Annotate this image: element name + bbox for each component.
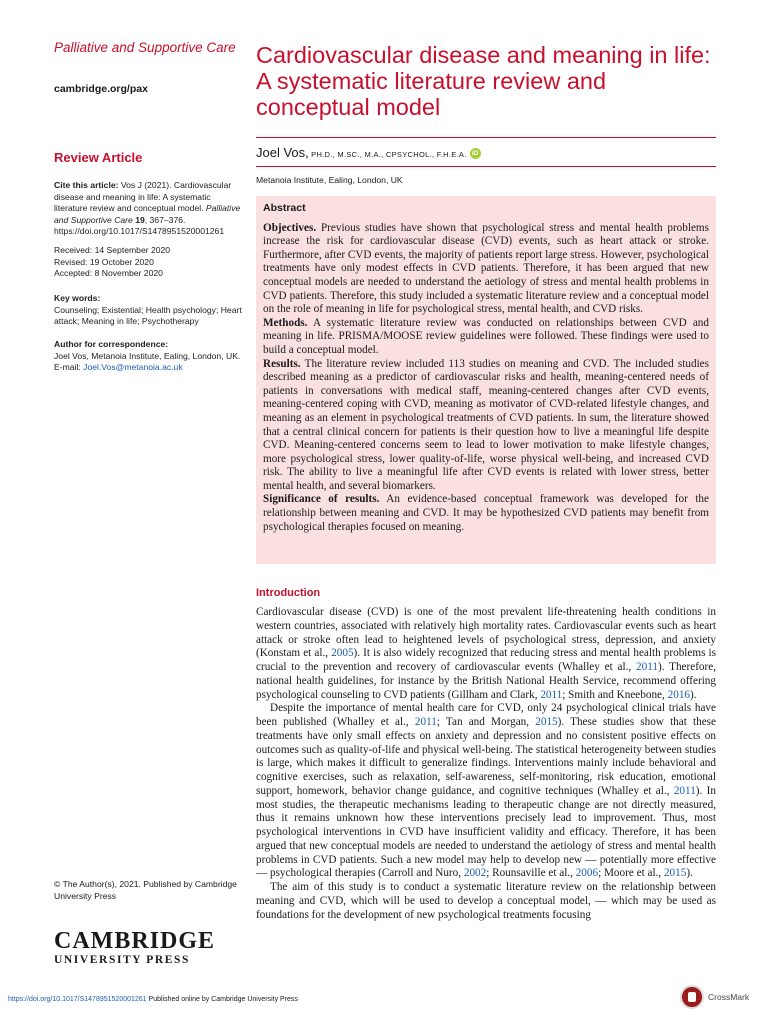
introduction-body (256, 606, 716, 922)
significance-label: Significance of results. (263, 493, 380, 506)
copyright: © The Author(s), 2021. Published by Cambridge University Press (54, 879, 237, 901)
citation-link[interactable]: 2006 (575, 867, 599, 880)
significance-text: An evidence-based conceptual framework was developed for the relationship between meaning and CVD. It may be hypothesized CVD patients may benefit from psychological therapies focused on meaning. (263, 493, 709, 533)
crossmark-button[interactable] (680, 985, 749, 1009)
orcid-icon[interactable]: iD (470, 148, 481, 159)
methods-text: A systematic literature review was conducted on relationships between CVD and meaning in life. PRISMA/MOOSE review guidelines were followed. These findings were used to build a conceptual model. (263, 316, 709, 356)
results-text: The literature review included 113 studies on meaning and CVD. The included studies described meaning as a predictor of cardiovascular risks and health, meaning-centered needs of patients in conversations with medical staff, meaning-centered changes after CVD events, meaning-centered coping with CVD, meaning as motivator of CVD-related lifestyle changes, and meaning as an element in psychological treatments of CVD patients. In sum, the literature showed that a central clinical concern for patients is their question how to live a meaningful life despite CVD. Meaning-centered concerns seem to lead to lower motivation to make lifestyle changes, more psychological stress, lower quality-of-life, worse physical well-being, and increased CVD risk. The ability to live a meaningful life after CVD events is related with lower stress, better mental health, and several biomarkers. (263, 357, 709, 492)
objectives-label: Objectives. (263, 221, 317, 234)
page-footer (8, 996, 298, 1003)
cite-journal: Palliative and Supportive Care (54, 203, 241, 225)
methods-label: Methods. (263, 316, 308, 329)
crossmark-icon (680, 985, 704, 1009)
cite-volume: 19 (132, 214, 145, 225)
intro-paragraph-1: Cardiovascular disease (CVD) is one of the most prevalent life-threatening health conditions in western countries, associated with relatively high mortality rates. Cardiovascular events such as heart attack or stroke often lead to heightened levels of psychological stress, depression, and anxiety (Konstam et al., 2005). It is also widely recognized that reducing stress and mental health problems is crucial to the prevention and recovery of cardiovascular events (Whalley et al., 2011). Therefore, national health guidelines, for instance by the British National Health Service, recommend offering psychological counseling to CVD patients (Gillham and Clark, 2011; Smith and Kneebone, 2016). (256, 606, 716, 701)
abstract-methods (263, 317, 709, 358)
affiliation: Metanoia Institute, Ealing, London, UK (256, 175, 403, 185)
citation-link[interactable]: 2015 (663, 867, 687, 880)
accepted-date: Accepted: 8 November 2020 (54, 268, 163, 279)
keywords-text: Counseling; Existential; Health psychology; Heart attack; Meaning in life; Psychotherapy (54, 304, 242, 327)
cite-pages: , 367–376. (144, 214, 186, 225)
received-date: Received: 14 September 2020 (54, 245, 171, 255)
journal-name: Palliative and Supportive Care (54, 40, 236, 55)
keywords-heading: Key words: (54, 293, 101, 303)
abstract-heading: Abstract (263, 202, 306, 214)
abstract-objectives (263, 222, 709, 317)
title-divider (256, 137, 716, 138)
publisher-logo (54, 928, 216, 967)
cite-label: Cite this article: (54, 180, 119, 190)
footer-doi-link[interactable]: https://doi.org/10.1017/S1478951520001261 (8, 996, 147, 1003)
citation-link[interactable]: 2011 (636, 661, 658, 673)
revised-date: Revised: 19 October 2020 (54, 256, 154, 267)
crossmark-label: CrossMark (708, 992, 750, 1002)
journal-site[interactable]: cambridge.org/pax (54, 83, 148, 95)
citation-link[interactable]: 2005 (331, 647, 354, 660)
article-type: Review Article (54, 150, 143, 165)
cite-text: Vos J (2021). Cardiovascular disease and meaning in life: A systematic literature review and conceptual model. (54, 180, 232, 214)
correspondence-text: Joel Vos, Metanoia Institute, Ealing, London, UK. E-mail: (54, 350, 241, 373)
keywords-block (54, 293, 244, 328)
left-header (54, 40, 240, 95)
author-credentials: PH.D., M.SC., M.A., CPSYCHOL., F.H.E.A. (308, 150, 467, 159)
citation-link[interactable]: 2011 (673, 784, 696, 797)
abstract-significance (263, 493, 709, 534)
author-name: Joel Vos, (256, 145, 309, 160)
author-line (256, 145, 481, 160)
publisher-logo-line2: UNIVERSITY PRESS (54, 954, 191, 966)
dates-block (54, 245, 244, 280)
publisher-logo-line1: CAMBRIDGE (54, 928, 216, 954)
citation-link[interactable]: 2002 (463, 867, 487, 880)
citation-block (54, 180, 244, 238)
intro-paragraph-3: The aim of this study is to conduct a systematic literature review on the relationship between meaning and CVD, which will be used to develop a conceptual model, — which may be used as foundations for the development of new psychological treatments focusing (256, 881, 716, 921)
correspondence-email[interactable]: Joel.Vos@metanoia.ac.uk (83, 362, 183, 373)
citation-link[interactable]: 2015 (535, 716, 558, 728)
results-label: Results. (263, 357, 301, 370)
article-title: Cardiovascular disease and meaning in life: A systematic literature review and conceptual model (256, 42, 711, 120)
objectives-text: Previous studies have shown that psychological stress and mental health problems increase the risk for cardiovascular disease (CVD) events, such as heart attack or stroke. Furthermore, after CVD events, the majority of patients report large stress. However, psychological treatments have only modest effects in CVD patients. Therefore, it has been argued that new conceptual models are needed to understand the aetiology of stress and mental health problems in CVD patients. Therefore, this study included a systematic literature review and a conceptual model on the role of meaning in life for psychological stress, mental health, and CVD risks. (263, 221, 709, 316)
correspondence-heading: Author for correspondence: (54, 339, 169, 349)
citation-link[interactable]: 2011 (540, 688, 563, 701)
intro-paragraph-2: Despite the importance of mental health care for CVD, only 24 psychological clinical trials have been published (Whalley et al., 2011; Tan and Morgan, 2015). These studies show that these treatments have only small effects on anxiety and depression and no consistent positive effects on outcomes such as quality-of-life and physical well-being. The statistical heterogeneity between studies is large, which makes it difficult to generalize findings. Interventions mainly include behavioral and cognitive exercises, such as relaxation, self-awareness, self-monitoring, risk education, emotional support, homework, behavior change guidance, and cognitive techniques (Whalley et al., 2011). In most studies, the therapeutic mechanisms leading to therapeutic change are not directly measured, thus it remains unknown how these interventions precisely lead to improvement. Thus, most psychological interventions in CVD have insufficient validity and efficacy. Therefore, it has been argued that new conceptual models are needed to understand the aetiology of stress and mental health problems in CVD patients. Such a new model may help to develop new — potentially more effective — psychological therapies (Carroll and Nuro, 2002; Rounsaville et al., 2006; Moore et al., 2015). (256, 702, 717, 880)
footer-text: Published online by Cambridge University Press (146, 996, 298, 1003)
author-divider (256, 166, 716, 167)
citation-link[interactable]: 2016 (667, 688, 690, 701)
correspondence-block (54, 339, 244, 374)
cite-doi[interactable]: https://doi.org/10.1017/S1478951520001261 (54, 226, 225, 237)
abstract-box (256, 196, 716, 564)
citation-link[interactable]: 2011 (414, 716, 437, 728)
abstract-results (263, 358, 709, 494)
introduction-heading: Introduction (256, 587, 321, 599)
